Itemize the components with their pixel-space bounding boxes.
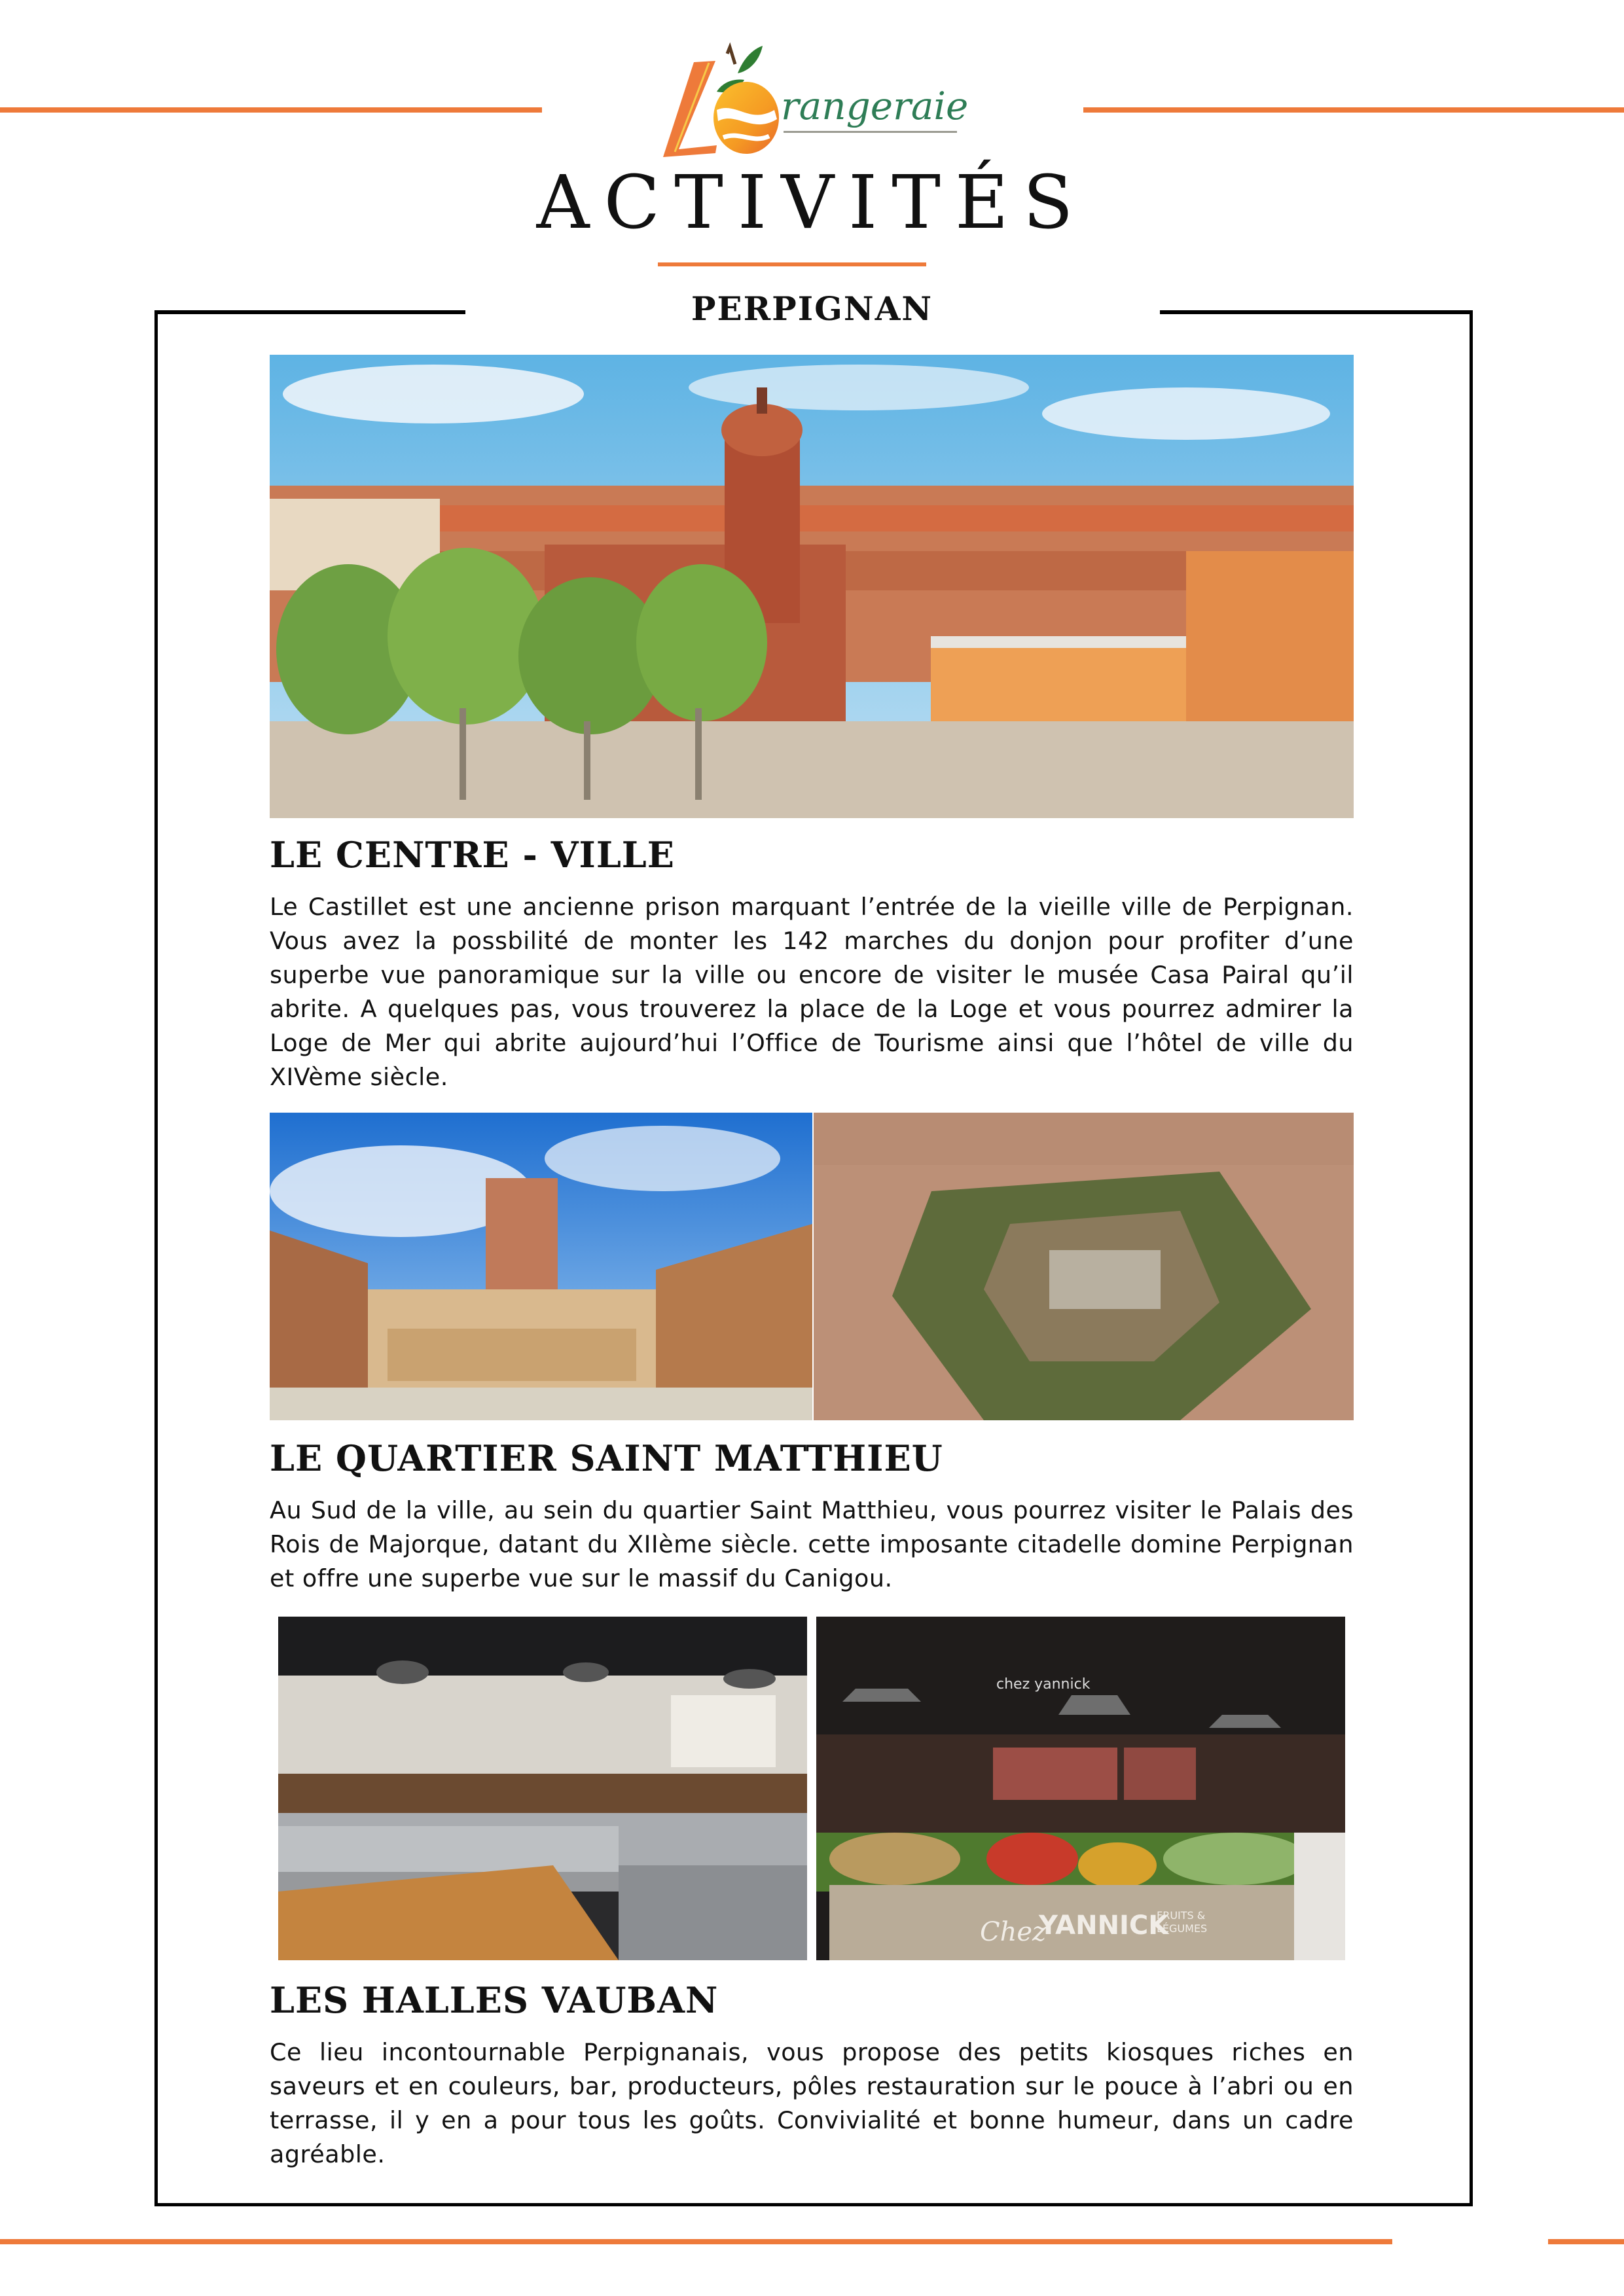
chez-yannick-stall-photo — [816, 1617, 1345, 1960]
castillet-photo — [270, 355, 1354, 818]
svg-text:rangeraie: rangeraie — [781, 84, 969, 128]
section-text-centre-ville: Le Castillet est une ancienne prison marquant l’entrée de la vieille ville de Perpignan. Vous avez la possbilité de monter les 142 marches du donjon pour profiter d’une superbe vue panoramique sur la ville ou encore de visiter le musée Casa Pairal qu’il abrite. A quelques pas, vous trouverez la place de la Loge et vous pourrez admirer la Loge de Mer qui abrite aujourd’hui l’Office de Tourisme ainsi que l’hôtel de ville du XIVème siècle. — [270, 893, 1354, 1091]
top-rule-left — [0, 107, 542, 113]
svg-text:Chez: Chez — [980, 1917, 1047, 1947]
bottom-rule-left — [0, 2239, 1392, 2244]
palais-rois-majorque-photo — [270, 1113, 812, 1420]
svg-text:LÉGUMES: LÉGUMES — [1157, 1922, 1208, 1935]
svg-text:FRUITS &: FRUITS & — [1157, 1909, 1206, 1922]
svg-text:YANNICK: YANNICK — [1039, 1910, 1169, 1941]
bottom-rule-right — [1548, 2239, 1624, 2244]
section-heading-halles-vauban: LES HALLES VAUBAN — [270, 1979, 719, 2021]
halles-counter-photo — [278, 1617, 807, 1960]
top-rule-right — [1083, 107, 1624, 113]
citadel-aerial-photo — [814, 1113, 1354, 1420]
section-text-saint-matthieu: Au Sud de la ville, au sein du quartier Saint Matthieu, vous pourrez visiter le Palais des Rois de Majorque, datant du XIIème siècle. cette imposante citadelle domine Perpignan et offre une superbe vue sur le massif du Canigou. — [270, 1496, 1354, 1592]
section-heading-centre-ville: LE CENTRE - VILLE — [270, 834, 675, 876]
section-text-halles-vauban: Ce lieu incontournable Perpignanais, vous propose des petits kiosques riches en saveurs et en couleurs, bar, producteurs, pôles restauration sur le pouce à l’abri ou en terrasse, il y en a pour tous les goûts. Convivialité et bonne humeur, dans un cadre agréable. — [270, 2038, 1354, 2168]
svg-text:chez yannick: chez yannick — [996, 1676, 1091, 1693]
city-subtitle: PERPIGNAN — [691, 289, 933, 328]
page-title: ACTIVITÉS — [536, 160, 1088, 245]
orangeraie-logo — [632, 33, 992, 164]
section-heading-saint-matthieu: LE QUARTIER SAINT MATTHIEU — [270, 1437, 943, 1479]
title-underline — [658, 262, 926, 266]
